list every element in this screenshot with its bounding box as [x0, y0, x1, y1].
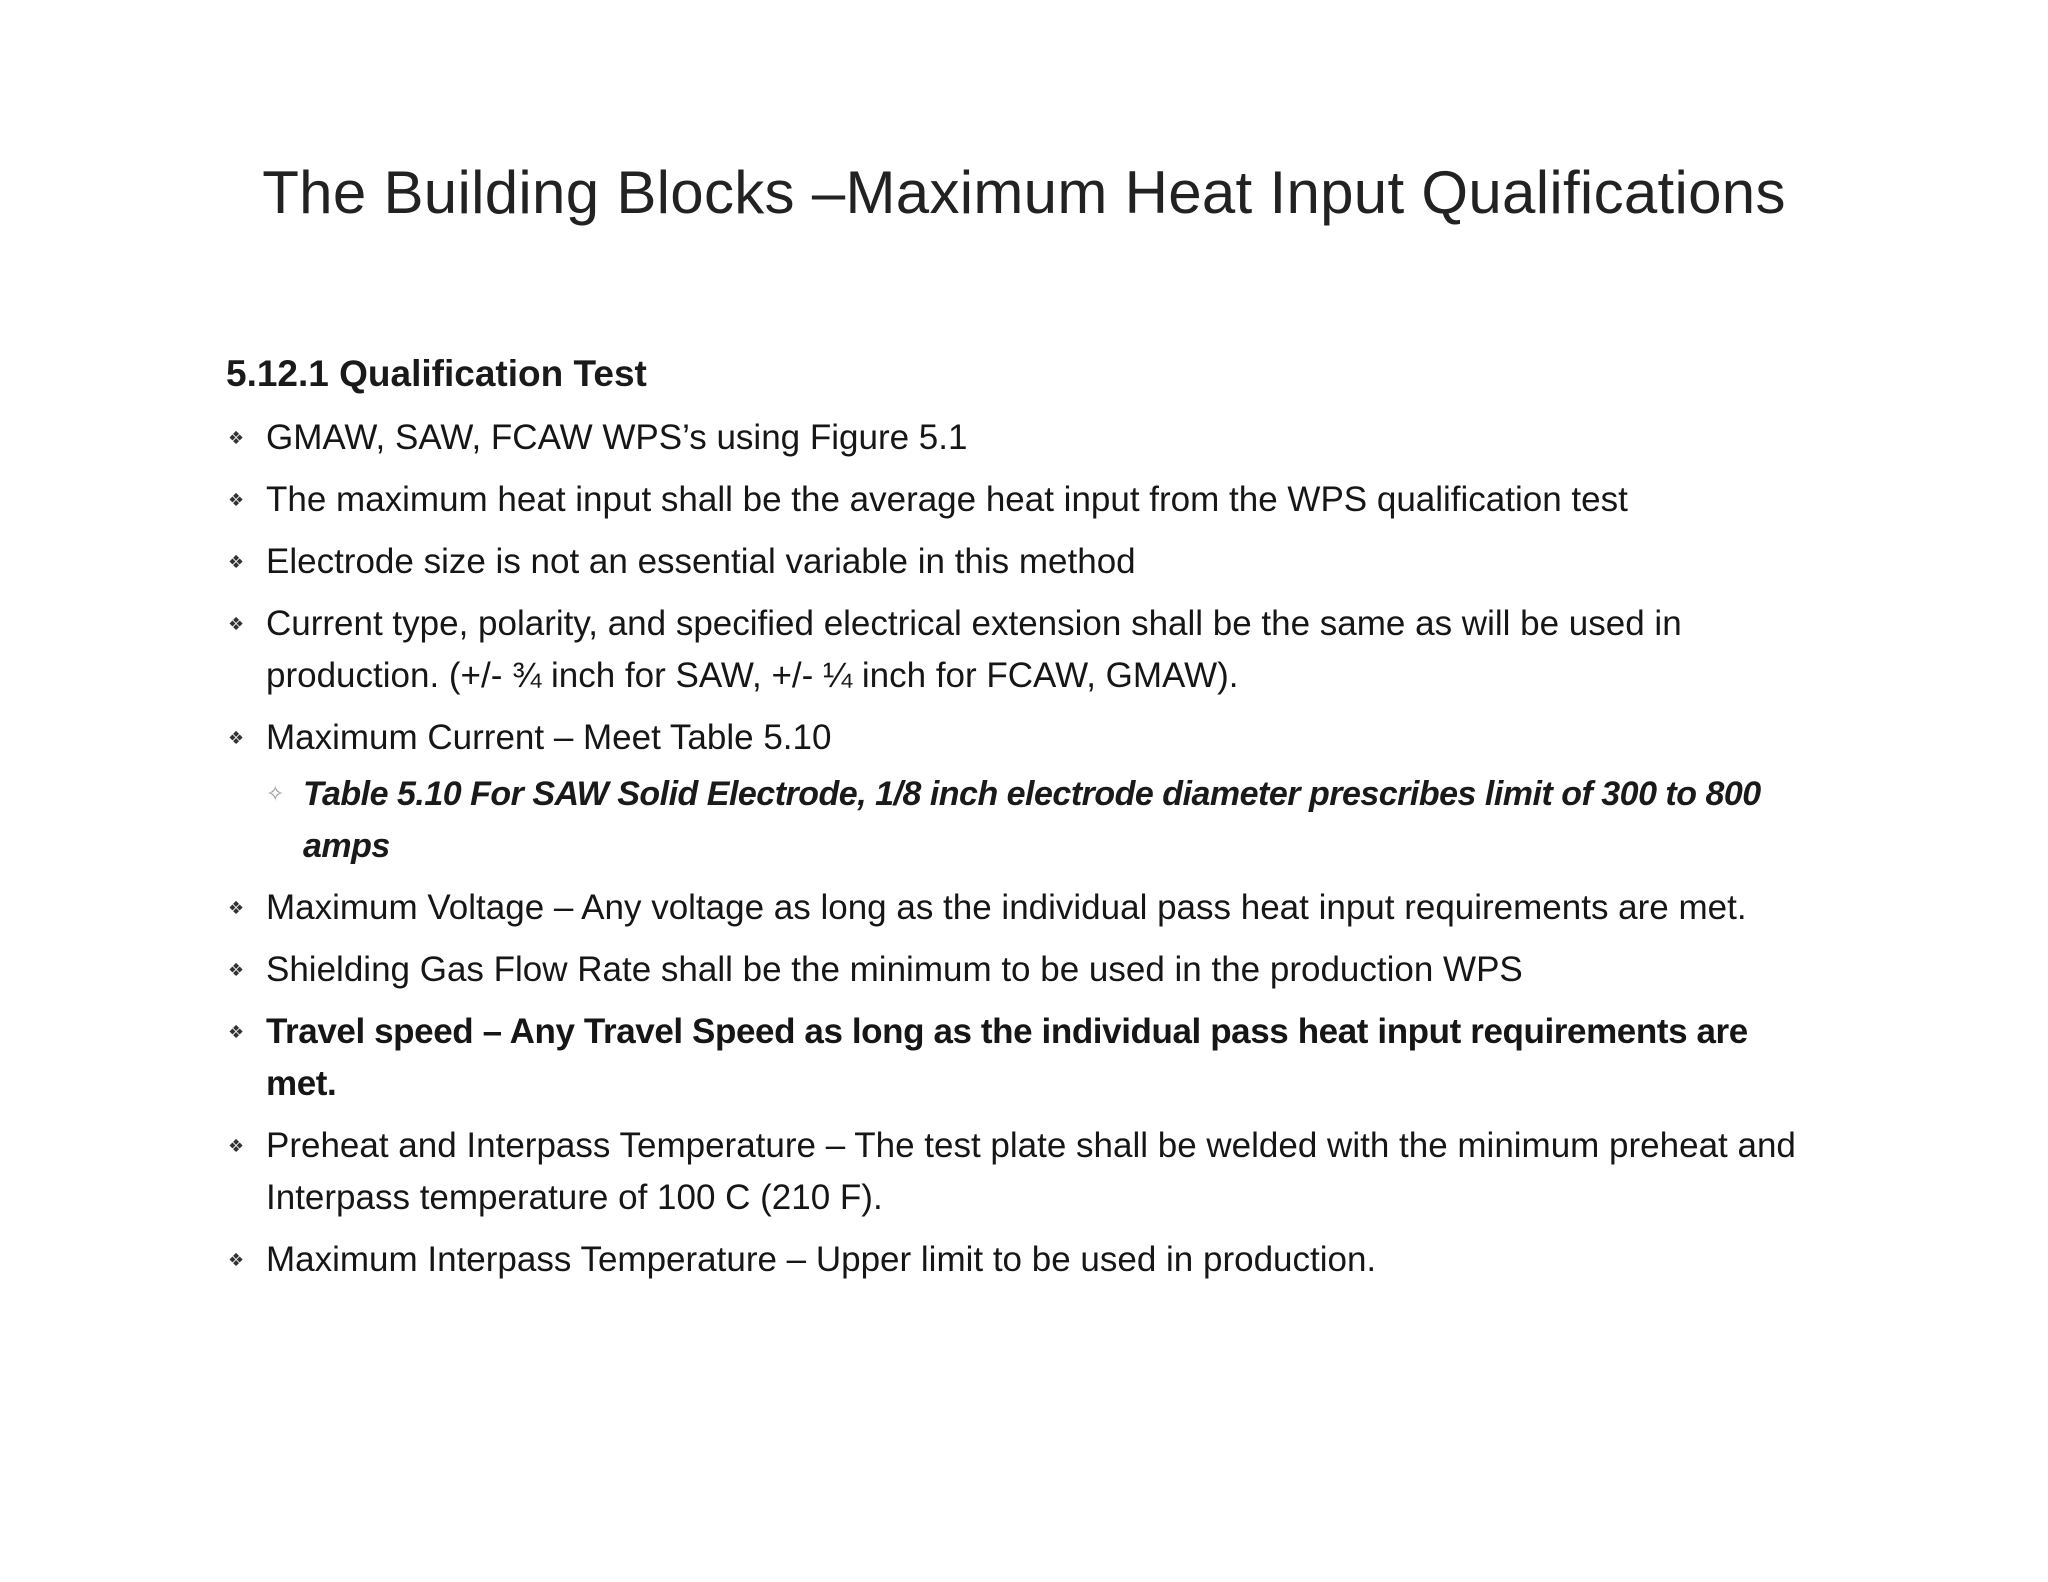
sub-list-item-text: Table 5.10 For SAW Solid Electrode, 1/8 inch electrode diameter prescribes limit of 300 to 800 amps: [303, 775, 1761, 865]
sub-bullet-list: [266, 768, 1826, 872]
list-item: [226, 1234, 1826, 1286]
list-item-text: Preheat and Interpass Temperature – The test plate shall be welded with the minimum preheat and Interpass temperature of 100 C (210 F).: [266, 1126, 1796, 1217]
list-item-text: The maximum heat input shall be the average heat input from the WPS qualification test: [266, 480, 1628, 519]
list-item-text: Maximum Voltage – Any voltage as long as the individual pass heat input requirements are met.: [266, 888, 1747, 927]
diamond-bullet-icon: ❖: [228, 1250, 245, 1270]
list-item: [226, 882, 1826, 934]
diamond-bullet-icon: ❖: [228, 428, 245, 448]
section-heading: 5.12.1 Qualification Test: [226, 353, 647, 394]
diamond-bullet-icon: ❖: [228, 960, 245, 980]
diamond-bullet-icon: ❖: [228, 898, 245, 918]
list-item-text: GMAW, SAW, FCAW WPS’s using Figure 5.1: [266, 418, 968, 457]
list-item: [226, 1120, 1826, 1224]
list-item-text: Travel speed – Any Travel Speed as long as the individual pass heat input requirements are met.: [266, 1012, 1748, 1103]
hollow-diamond-bullet-icon: ✧: [266, 781, 284, 806]
list-item-text: Current type, polarity, and specified electrical extension shall be the same as will be used in production. (+/- ¾ inch for SAW, +/- ¼ inch for FCAW, GMAW).: [266, 604, 1682, 695]
list-item-text: Electrode size is not an essential variable in this method: [266, 542, 1136, 581]
diamond-bullet-icon: ❖: [228, 552, 245, 572]
diamond-bullet-icon: ❖: [228, 614, 245, 634]
diamond-bullet-icon: ❖: [228, 490, 245, 510]
list-item-text: Maximum Interpass Temperature – Upper limit to be used in production.: [266, 1240, 1377, 1279]
slide-title: The Building Blocks –Maximum Heat Input Qualifications: [262, 159, 1786, 226]
slide-content: [226, 350, 1826, 1296]
diamond-bullet-icon: ❖: [228, 728, 245, 748]
list-item: [226, 474, 1826, 526]
list-item-text: Maximum Current – Meet Table 5.10: [266, 718, 832, 757]
list-item: [226, 944, 1826, 996]
list-item: [226, 712, 1826, 872]
list-item: [226, 598, 1826, 702]
diamond-bullet-icon: ❖: [228, 1136, 245, 1156]
list-item-text: Shielding Gas Flow Rate shall be the minimum to be used in the production WPS: [266, 950, 1523, 989]
list-item: [226, 536, 1826, 588]
list-item: [226, 1006, 1826, 1110]
bullet-list: [226, 412, 1826, 1286]
diamond-bullet-icon: ❖: [228, 1022, 244, 1042]
list-item: [226, 412, 1826, 464]
sub-list-item: [266, 768, 1826, 872]
